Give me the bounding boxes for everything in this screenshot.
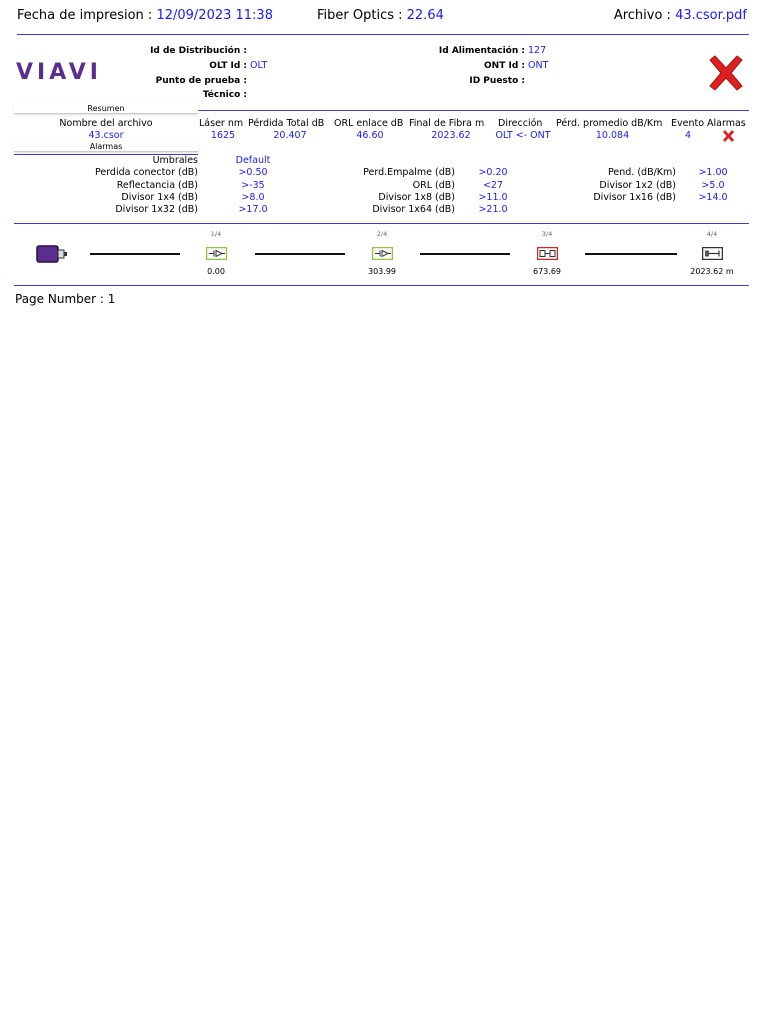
event-2-distance: 303.99 <box>368 267 396 276</box>
threshold-orl-label: ORL (dB) <box>412 180 455 191</box>
event-1-connector-icon[interactable] <box>206 247 227 260</box>
val-avg-loss: 10.084 <box>595 130 630 141</box>
event-4-distance: 2023.62 m <box>690 267 734 276</box>
col-laser: Láser nm <box>199 118 244 129</box>
threshold-reflectance-label: Reflectancia (dB) <box>116 180 198 191</box>
threshold-connector-value: >0.50 <box>238 167 268 178</box>
fiber-optics: Fiber Optics : 22.64 <box>317 8 444 23</box>
test-point-label: Punto de prueba : <box>155 76 247 86</box>
threshold-1x64-label: Divisor 1x64 (dB) <box>372 204 455 215</box>
threshold-1x32-label: Divisor 1x32 (dB) <box>115 204 198 215</box>
thresholds-value: Default <box>235 155 271 166</box>
thresholds-label: Umbrales <box>152 155 198 166</box>
header-rule <box>17 34 749 35</box>
tab-resumen[interactable]: Resumen <box>14 104 198 114</box>
fiber-segment-2 <box>255 253 345 255</box>
threshold-1x4-value: >8.0 <box>241 192 265 203</box>
alarm-x-icon <box>722 130 735 142</box>
event-3-splitter-icon[interactable] <box>537 247 558 260</box>
threshold-1x16-value: >14.0 <box>698 192 728 203</box>
post-id-label: ID Puesto : <box>469 76 525 86</box>
event-4-fiber-end-icon[interactable] <box>702 247 723 260</box>
event-1-distance: 0.00 <box>207 267 225 276</box>
col-avg-loss: Pérd. promedio dB/Km <box>556 118 663 129</box>
col-alarms: Alarmas <box>707 118 746 129</box>
col-fiber-end: Final de Fibra m <box>409 118 485 129</box>
olt-id-value: OLT <box>250 60 268 71</box>
fiber-segment-4 <box>585 253 677 255</box>
ont-id-label: ONT Id : <box>484 61 525 71</box>
threshold-orl-value: <27 <box>482 180 504 191</box>
event-1-index: 1/4 <box>210 230 222 238</box>
page-number: Page Number : 1 <box>15 292 116 306</box>
col-orl: ORL enlace dB <box>334 118 404 129</box>
thresholds-rule <box>14 223 749 224</box>
col-direction: Dirección <box>498 118 543 129</box>
olt-device-icon <box>36 245 68 263</box>
col-total-loss: Pérdida Total dB <box>248 118 325 129</box>
val-laser: 1625 <box>210 130 236 141</box>
event-2-index: 2/4 <box>376 230 388 238</box>
summary-rule <box>198 110 749 111</box>
threshold-1x64-value: >21.0 <box>478 204 508 215</box>
feed-id-value: 127 <box>528 45 547 56</box>
fiber-segment-3 <box>420 253 510 255</box>
olt-id-label: OLT Id : <box>209 61 247 71</box>
feed-id-label: Id Alimentación : <box>438 46 525 56</box>
fail-x-icon <box>707 55 745 91</box>
col-event: Evento <box>671 118 705 129</box>
threshold-1x4-label: Divisor 1x4 (dB) <box>121 192 198 203</box>
threshold-reflectance-value: >-35 <box>241 180 265 191</box>
threshold-splice-value: >0.20 <box>478 167 508 178</box>
threshold-1x2-label: Divisor 1x2 (dB) <box>599 180 676 191</box>
threshold-1x8-label: Divisor 1x8 (dB) <box>378 192 455 203</box>
val-direction: OLT <- ONT <box>495 130 551 141</box>
file-name-value: 43.csor <box>88 130 124 141</box>
threshold-1x32-value: >17.0 <box>238 204 268 215</box>
threshold-connector-label: Perdida conector (dB) <box>94 167 198 178</box>
print-date: Fecha de impresion : 12/09/2023 11:38 <box>17 8 273 23</box>
tab-alarmas[interactable]: Alarmas <box>14 142 198 152</box>
val-event: 4 <box>684 130 692 141</box>
linkmap-rule <box>14 285 749 286</box>
threshold-slope-label: Pend. (dB/Km) <box>608 167 676 178</box>
event-4-index: 4/4 <box>706 230 718 238</box>
ont-id-value: ONT <box>528 60 549 71</box>
viavi-logo: VIAVI <box>16 60 102 85</box>
file-name-header: Archivo : 43.csor.pdf <box>613 8 747 23</box>
event-2-connector-icon[interactable] <box>372 247 393 260</box>
threshold-1x2-value: >5.0 <box>701 180 725 191</box>
event-3-distance: 673.69 <box>533 267 561 276</box>
threshold-splice-label: Perd.Empalme (dB) <box>363 167 455 178</box>
event-3-index: 3/4 <box>541 230 553 238</box>
technician-label: Técnico : <box>202 90 247 100</box>
val-total-loss: 20.407 <box>273 130 307 141</box>
val-orl: 46.60 <box>356 130 384 141</box>
threshold-1x16-label: Divisor 1x16 (dB) <box>593 192 676 203</box>
val-fiber-end: 2023.62 <box>431 130 471 141</box>
threshold-slope-value: >1.00 <box>698 167 728 178</box>
threshold-1x8-value: >11.0 <box>478 192 508 203</box>
distribution-id: Id de Distribución : <box>150 46 247 56</box>
file-name-label: Nombre del archivo <box>59 118 153 129</box>
fiber-segment-1 <box>90 253 180 255</box>
